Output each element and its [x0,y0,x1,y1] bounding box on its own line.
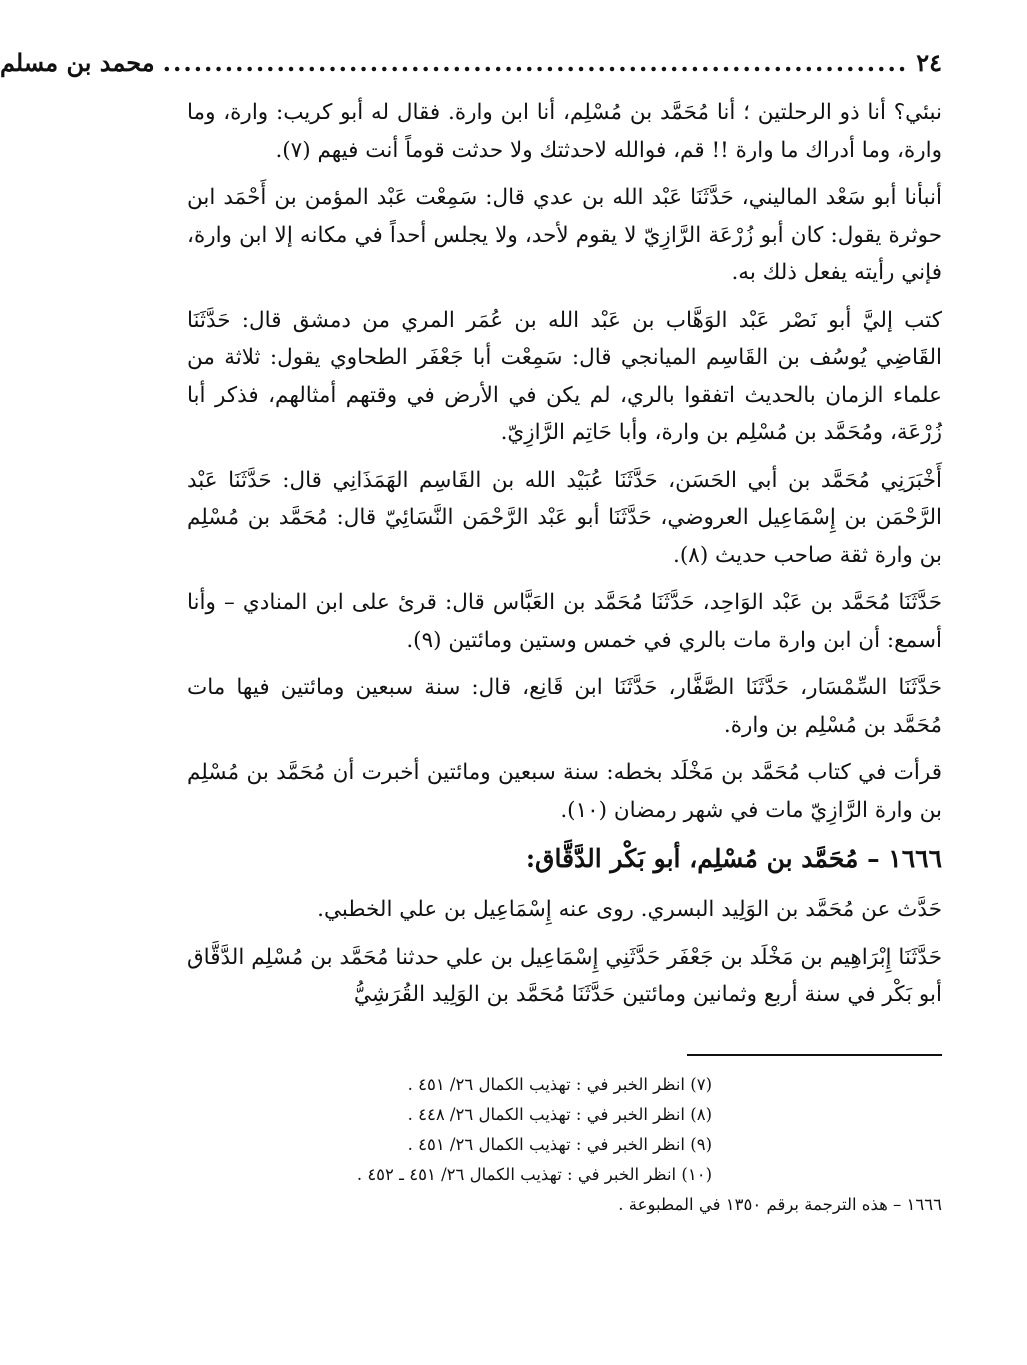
paragraph-7: قرأت في كتاب مُحَمَّد بن مَخْلَد بخطه: سنة سبعين ومائتين أخبرت أن مُحَمَّد بن مُسْلِم بن وارة الرَّازِيّ مات في شهر رمضان (١٠). [187,760,942,823]
paragraph-4: أَخْبَرَنِي مُحَمَّد بن أبي الحَسَن، حَدَّثَنَا عُبَيْد الله بن القَاسِم الهَمَذَانِي قال: حَدَّثَنَا عَبْد الرَّحْمَن بن إِسْمَاعِيل العروضي، حَدَّثَنَا أبو عَبْد الرَّحْمَن النَّسَائِيّ قال: مُحَمَّد بن مُسْلِم بن وارة ثقة صاحب حديث (٨). [187,467,942,568]
paragraph-3: كتب إليَّ أبو نَصْر عَبْد الوَهَّاب بن عَبْد الله بن عُمَر المري من دمشق قال: حَدَّثَنَا القَاضِي يُوسُف بن القَاسِم الميانجي قال: سَمِعْت أبا جَعْفَر الطحاوي يقول: ثلاثة من علماء الزمان بالحديث اتفقوا بالري، لم يكن في الأرض في وقتهم أمثالهم، فذكر أبا زُرْعَة، ومُحَمَّد بن مُسْلِم بن وارة، وأبا حَاتِم الرَّازِيّ. [187,307,942,445]
footnote-entry-note: ١٦٦٦ – هذه الترجمة برقم ١٣٥٠ في المطبوعة . [618,1194,942,1214]
entry-paragraph-2: حَدَّثَنَا إِبْرَاهِيم بن مَخْلَد بن جَعْفَر حَدَّثَنِي إِسْمَاعِيل بن علي حدثنا مُحَمَّد بن مُسْلِم الدَّقَّاق أبو بَكْر في سنة أربع وثمانين ومائتين حَدَّثَنَا مُحَمَّد بن الوَلِيد القُرَشِيُّ [187,944,942,1007]
running-title: محمد بن مسلم [0,48,155,77]
main-text [187,94,942,1014]
paragraph-1: نبئي؟ أنا ذو الرحلتين ؛ أنا مُحَمَّد بن مُسْلِم، أنا ابن وارة. فقال له أبو كريب: وارة، وما وارة، وما أدراك ما وارة !! قم، فوالله لاحدثتك ولا حدثت قوماً أنت فيهم (٧). [187,100,942,163]
entry-heading: ١٦٦٦ – مُحَمَّد بن مُسْلِم، أبو بَكْر الدَّقَّاق: [525,844,942,873]
entry-paragraph-1: حَدَّث عن مُحَمَّد بن الوَلِيد البسري. روى عنه إِسْمَاعِيل بن علي الخطبي. [317,897,942,922]
page-header [0,48,942,94]
page-number: ٢٤ [916,48,942,77]
footnote-7: (٧) انظر الخبر في : تهذيب الكمال ٢٦/ ٤٥١ . [407,1074,712,1094]
footnote-8: (٨) انظر الخبر في : تهذيب الكمال ٢٦/ ٤٤٨ . [407,1104,712,1124]
paragraph-5: حَدَّثَنَا مُحَمَّد بن عَبْد الوَاحِد، حَدَّثَنَا مُحَمَّد بن العَبَّاس قال: قرئ على ابن المنادي – وأنا أسمع: أن ابن وارة مات بالري في خمس وستين ومائتين (٩). [187,590,942,653]
footnote-divider [687,1054,942,1056]
footnotes [187,1070,942,1220]
footnote-10: (١٠) انظر الخبر في : تهذيب الكمال ٢٦/ ٤٥١ ـ ٤٥٢ . [356,1164,712,1184]
footnote-9: (٩) انظر الخبر في : تهذيب الكمال ٢٦/ ٤٥١ . [407,1134,712,1154]
paragraph-6: حَدَّثَنَا السِّمْسَار، حَدَّثَنَا الصَّفَّار، حَدَّثَنَا ابن قَانِع، قال: سنة سبعين ومائتين فيها مات مُحَمَّد بن مُسْلِم بن وارة. [187,675,942,738]
leader-dots: ........................................................................ [162,48,909,77]
book-page [0,48,942,1220]
paragraph-2: أنبأنا أبو سَعْد الماليني، حَدَّثَنَا عَبْد الله بن عدي قال: سَمِعْت عَبْد المؤمن بن أَحْمَد ابن حوثرة يقول: كان أبو زُرْعَة الرَّازِيّ لا يقوم لأحد، ولا يجلس أحداً في مكانه إلا ابن وارة، فإني رأيته يفعل ذلك به. [187,185,942,285]
